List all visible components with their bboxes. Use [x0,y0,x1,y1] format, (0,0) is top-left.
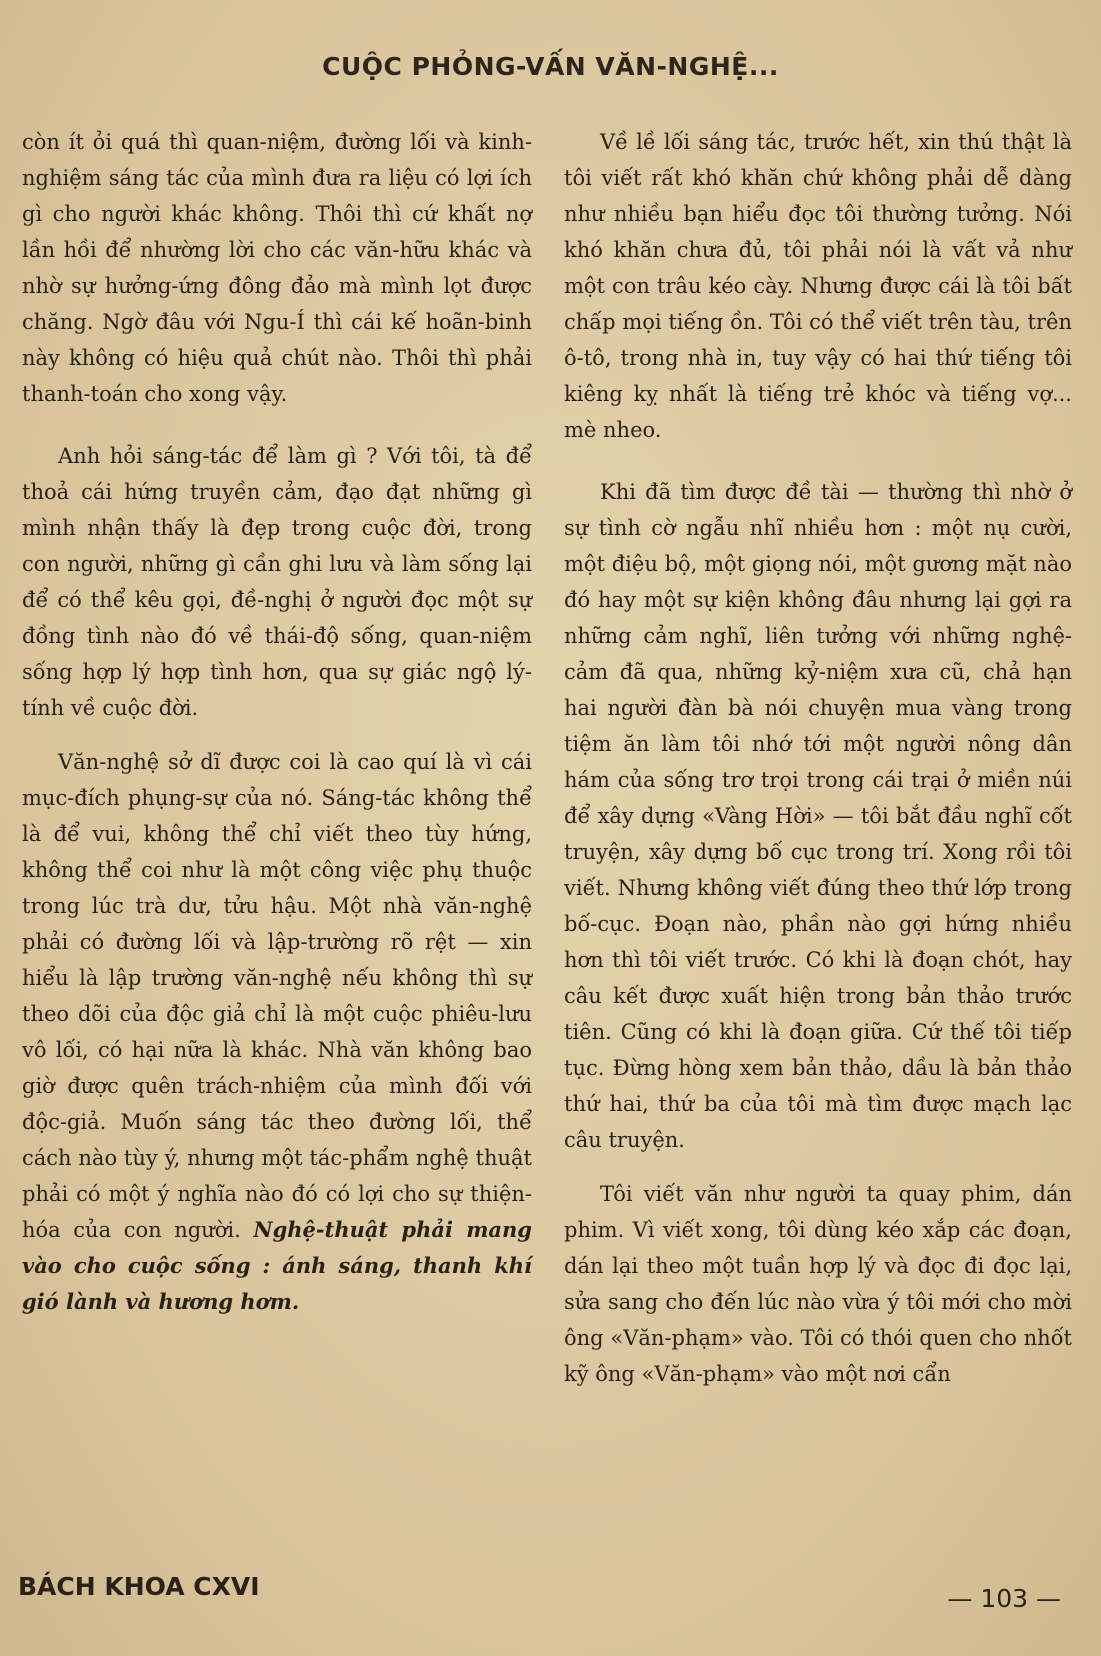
right-column [564,124,1072,1392]
right-paragraph-2: Khi đã tìm được đề tài — thường thì nhờ ở sự tình cờ ngẫu nhĩ nhiều hơn : một nụ cười, một điệu bộ, một giọng nói, một gương mặt nào đó hay một sự kiện không đâu nhưng lại gợi ra những cảm nghĩ, liên tưởng với những nghệ-cảm đã qua, những kỷ-niệm xưa cũ, chả hạn hai người đàn bà nói chuyện mua vàng trong tiệm ăn làm tôi nhớ tới một người nông dân hám của sống trơ trọi trong cái trại ở miền núi để xây dựng «Vàng Hời» — tôi bắt đầu nghĩ cốt truyện, xây dựng bố cục trong trí. Xong rồi tôi viết. Nhưng không viết đúng theo thứ lớp trong bố-cục. Đoạn nào, phần nào gợi hứng nhiều hơn thì tôi viết trước. Có khi là đoạn chót, hay câu kết được xuất hiện trong bản thảo trước tiên. Cũng có khi là đoạn giữa. Cứ thế tôi tiếp tục. Đừng hòng xem bản thảo, dầu là bản thảo thứ hai, thứ ba của tôi mà tìm được mạch lạc câu truyện. [564,480,1072,1152]
left-paragraph-1: còn ít ỏi quá thì quan-niệm, đường lối và kinh-nghiệm sáng tác của mình đưa ra liệu có lợi ích gì cho người khác không. Thôi thì cứ khất nợ lần hồi để nhường lời cho các văn-hữu khác và nhờ sự hưởng-ứng đông đảo mà mình lọt được chăng. Ngờ đâu với Ngu-Í thì cái kế hoãn-binh này không có hiệu quả chút nào. Thôi thì phải thanh-toán cho xong vậy. [22,130,532,406]
left-paragraph-2: Anh hỏi sáng-tác để làm gì ? Với tôi, tà để thoả cái hứng truyền cảm, đạo đạt những gì mình nhận thấy là đẹp trong cuộc đời, trong con người, những gì cần ghi lưu và làm sống lại để có thể kêu gọi, đề-nghị ở người đọc một sự đồng tình nào đó về thái-độ sống, quan-niệm sống hợp lý hợp tình hơn, qua sự giác ngộ lý-tính về cuộc đời. [22,444,532,720]
left-paragraph-3 [22,744,532,1320]
running-title: CUỘC PHỎNG-VẤN VĂN-NGHỆ... [322,52,779,81]
right-paragraph-1: Về lề lối sáng tác, trước hết, xin thú thật là tôi viết rất khó khăn chứ không phải dễ dàng như nhiều bạn hiểu đọc tôi thường tưởng. Nói khó khăn chưa đủ, tôi phải nói là vất vả như một con trâu kéo cày. Nhưng được cái là tôi bất chấp mọi tiếng ồn. Tôi có thể viết trên tàu, trên ô-tô, trong nhà in, tuy vậy có hai thứ tiếng tôi kiêng kỵ nhất là tiếng trẻ khóc và tiếng vợ... mè nheo. [564,130,1072,442]
right-paragraph-3: Tôi viết văn như người ta quay phim, dán phim. Vì viết xong, tôi dùng kéo xắp các đoạn, dán lại theo một tuần hợp lý và đọc đi đọc lại, sửa sang cho đến lúc nào vừa ý tôi mới cho mời ông «Văn-phạm» vào. Tôi có thói quen cho nhốt kỹ ông «Văn-phạm» vào một nơi cẩn [564,1182,1072,1386]
left-column [22,124,532,1320]
left-paragraph-3-italic: Nghệ-thuật phải mang vào cho cuộc sống : ánh sáng, thanh khí gió lành và hương hơm. [22,1217,532,1314]
page-number: — 103 — [947,1584,1061,1613]
left-paragraph-3-text: Văn-nghệ sở dĩ được coi là cao quí là vì cái mục-đích phụng-sự của nó. Sáng-tác không thể là để vui, không thể chỉ viết theo tùy hứng, không thể coi như là một công việc phụ thuộc trong lúc trà dư, tửu hậu. Một nhà văn-nghệ phải có đường lối và lập-trường rõ rệt — xin hiểu là lập trường văn-nghệ nếu không thì sự theo dõi của độc giả chỉ là một cuộc phiêu-lưu vô lối, có hại nữa là khác. Nhà văn không bao giờ được quên trách-nhiệm của mình đối với độc-giả. Muốn sáng tác theo đường lối, thể cách nào tùy ý, nhưng một tác-phẩm nghệ thuật phải có một ý nghĩa nào đó có lợi cho sự thiện-hóa của con người. [22,750,532,1242]
publication-footer: BÁCH KHOA CXVI [18,1572,260,1601]
